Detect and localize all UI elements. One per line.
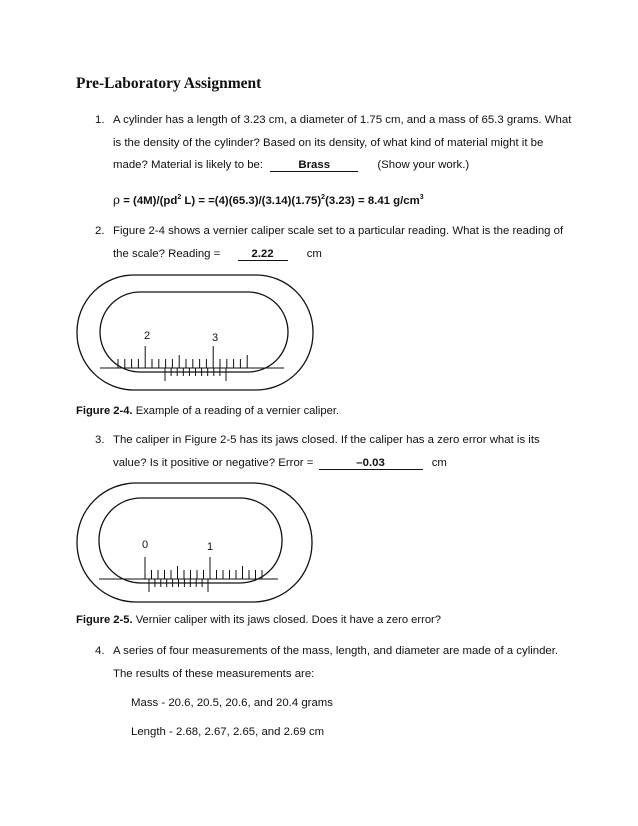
main-scale-label-0: 0 — [141, 539, 149, 551]
question-1-prefix: made? Material is likely to be: — [113, 159, 264, 171]
main-scale-label-1: 1 — [206, 541, 214, 553]
question-3-line-2 — [113, 457, 447, 470]
figure-2-4-text: Example of a reading of a vernier caliper. — [135, 405, 340, 417]
formula-sup-2: 2 — [321, 194, 326, 201]
main-scale-ticks — [145, 557, 262, 579]
question-4-line-1: A series of four measurements of the mass, length, and diameter are made of a cylinder. — [113, 645, 559, 657]
question-1-number: 1. — [95, 114, 105, 126]
question-1-suffix: (Show your work.) — [377, 159, 470, 171]
caliper-inner-outline — [100, 292, 288, 372]
question-4-number: 4. — [95, 645, 105, 657]
question-3-line-1: The caliper in Figure 2-5 has its jaws closed. If the caliper has a zero error what is its — [113, 434, 540, 446]
formula-sup-1: 2 — [177, 194, 182, 201]
question-2-number: 2. — [95, 225, 105, 237]
main-scale-label-3: 3 — [211, 332, 219, 344]
figure-2-4-caption — [76, 405, 339, 417]
question-3-number: 3. — [95, 434, 105, 446]
question-4-line-2: The results of these measurements are: — [113, 668, 315, 680]
figure-2-5-label: Figure 2-5. — [76, 614, 133, 626]
formula-part-2: L) = =(4)(65.3)/(3.14)(1.75) — [184, 195, 322, 207]
mass-measurements: Mass - 20.6, 20.5, 20.6, and 20.4 grams — [131, 697, 333, 709]
vernier-scale-ticks — [165, 368, 226, 381]
error-answer: –0.03 — [319, 457, 423, 470]
question-1-line-3 — [113, 159, 469, 172]
length-measurements: Length - 2.68, 2.67, 2.65, and 2.69 cm — [131, 726, 325, 738]
main-scale-ticks — [118, 346, 247, 368]
figure-2-5-text: Vernier caliper with its jaws closed. Does it have a zero error? — [135, 614, 441, 626]
density-formula — [113, 193, 424, 207]
question-1-line-2: is the density of the cylinder? Based on its density, of what kind of material might it be — [113, 137, 544, 149]
caliper-outer-outline — [77, 483, 312, 602]
figure-2-5-caption — [76, 614, 441, 626]
page-title: Pre-Laboratory Assignment — [76, 75, 262, 92]
question-3-prefix: value? Is it positive or negative? Error = — [113, 457, 314, 469]
question-2-line-1: Figure 2-4 shows a vernier caliper scale set to a particular reading. What is the reading of — [113, 225, 564, 237]
reading-answer: 2.22 — [238, 248, 288, 261]
vernier-figure-2-5 — [72, 478, 322, 606]
vernier-figure-2-4 — [72, 272, 322, 394]
question-1-line-1: A cylinder has a length of 3.23 cm, a diameter of 1.75 cm, and a mass of 65.3 grams. What — [113, 114, 572, 126]
reading-unit: cm — [306, 248, 322, 260]
formula-part-3: (3.23) = 8.41 g/cm — [325, 195, 420, 207]
material-answer: Brass — [270, 159, 358, 172]
question-2-line-2 — [113, 248, 322, 261]
error-unit: cm — [431, 457, 447, 469]
main-scale-label-2: 2 — [143, 330, 151, 342]
formula-sup-3: 3 — [419, 194, 424, 201]
formula-part-1: = (4M)/(pd — [123, 195, 178, 207]
rho-symbol: ρ — [113, 193, 121, 207]
question-2-prefix: the scale? Reading = — [113, 248, 221, 260]
figure-2-4-label: Figure 2-4. — [76, 405, 133, 417]
vernier-scale-ticks — [149, 579, 208, 592]
